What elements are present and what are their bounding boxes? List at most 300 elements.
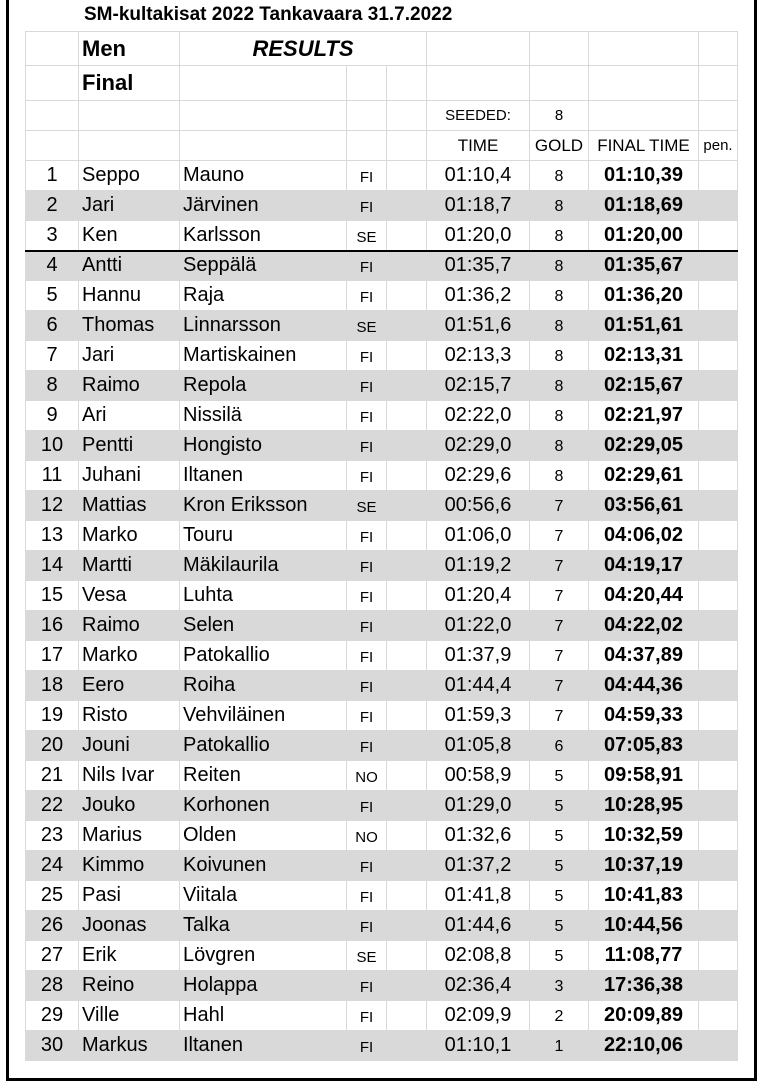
empty-cell (387, 611, 427, 641)
last-name: Touru (180, 521, 347, 551)
table-row (26, 881, 738, 911)
table-row (26, 1001, 738, 1031)
time-value: 02:22,0 (427, 401, 530, 431)
gold-count: 7 (530, 491, 589, 521)
table-row (26, 821, 738, 851)
penalty-cell (699, 551, 738, 581)
time-value: 01:35,7 (427, 251, 530, 281)
nationality: FI (347, 401, 387, 431)
first-name: Erik (79, 941, 180, 971)
results-table (25, 31, 738, 1061)
rank-number: 26 (26, 911, 79, 941)
last-name: Luhta (180, 581, 347, 611)
penalty-cell (699, 791, 738, 821)
final-time: 07:05,83 (589, 731, 699, 761)
nationality: SE (347, 941, 387, 971)
table-row (26, 191, 738, 221)
rank-number: 19 (26, 701, 79, 731)
penalty-cell (699, 851, 738, 881)
table-row (26, 341, 738, 371)
rank-number: 30 (26, 1031, 79, 1061)
final-time: 04:19,17 (589, 551, 699, 581)
table-row (26, 221, 738, 251)
rank-number: 20 (26, 731, 79, 761)
nationality: SE (347, 221, 387, 251)
nationality: FI (347, 701, 387, 731)
last-name: Talka (180, 911, 347, 941)
last-name: Martiskainen (180, 341, 347, 371)
empty-cell (387, 791, 427, 821)
table-row (26, 941, 738, 971)
empty-cell (387, 491, 427, 521)
final-time: 04:20,44 (589, 581, 699, 611)
rank-number: 5 (26, 281, 79, 311)
penalty-cell (699, 221, 738, 251)
time-value: 02:13,3 (427, 341, 530, 371)
first-name: Martti (79, 551, 180, 581)
penalty-cell (699, 701, 738, 731)
final-time: 02:21,97 (589, 401, 699, 431)
final-time: 20:09,89 (589, 1001, 699, 1031)
nationality: FI (347, 671, 387, 701)
table-row (26, 461, 738, 491)
last-name: Patokallio (180, 641, 347, 671)
empty-cell (387, 761, 427, 791)
final-time: 11:08,77 (589, 941, 699, 971)
nationality: FI (347, 281, 387, 311)
first-name: Jouni (79, 731, 180, 761)
empty-cell (387, 281, 427, 311)
last-name: Kron Eriksson (180, 491, 347, 521)
first-name: Ari (79, 401, 180, 431)
time-value: 01:51,6 (427, 311, 530, 341)
penalty-cell (699, 161, 738, 191)
penalty-cell (699, 671, 738, 701)
nationality: FI (347, 461, 387, 491)
last-name: Reiten (180, 761, 347, 791)
time-value: 01:06,0 (427, 521, 530, 551)
final-time: 03:56,61 (589, 491, 699, 521)
empty-cell (387, 1031, 427, 1061)
col-header-final-time: FINAL TIME (589, 131, 699, 161)
gold-count: 8 (530, 191, 589, 221)
table-row (26, 671, 738, 701)
table-row (26, 731, 738, 761)
nationality: FI (347, 851, 387, 881)
final-time: 04:37,89 (589, 641, 699, 671)
table-row (26, 401, 738, 431)
penalty-cell (699, 911, 738, 941)
table-row (26, 491, 738, 521)
table-row (26, 641, 738, 671)
gold-count: 5 (530, 881, 589, 911)
nationality: FI (347, 581, 387, 611)
last-name: Seppälä (180, 251, 347, 281)
first-name: Reino (79, 971, 180, 1001)
time-value: 01:20,4 (427, 581, 530, 611)
empty-cell (387, 881, 427, 911)
table-row (26, 851, 738, 881)
empty-cell (387, 971, 427, 1001)
gold-count: 8 (530, 431, 589, 461)
nationality: FI (347, 641, 387, 671)
nationality: NO (347, 761, 387, 791)
rank-number: 6 (26, 311, 79, 341)
rank-number: 12 (26, 491, 79, 521)
column-header-row (26, 131, 738, 161)
rank-number: 1 (26, 161, 79, 191)
table-row (26, 551, 738, 581)
time-value: 00:56,6 (427, 491, 530, 521)
page-title: SM-kultakisat 2022 Tankavaara 31.7.2022 (84, 4, 453, 25)
time-value: 01:32,6 (427, 821, 530, 851)
table-row (26, 161, 738, 191)
empty-cell (387, 341, 427, 371)
gold-count: 8 (530, 341, 589, 371)
first-name: Raimo (79, 611, 180, 641)
last-name: Viitala (180, 881, 347, 911)
empty-cell (387, 251, 427, 281)
nationality: FI (347, 971, 387, 1001)
last-name: Vehviläinen (180, 701, 347, 731)
nationality: SE (347, 311, 387, 341)
gold-count: 8 (530, 401, 589, 431)
first-name: Risto (79, 701, 180, 731)
empty-cell (387, 851, 427, 881)
gold-count: 5 (530, 911, 589, 941)
penalty-cell (699, 191, 738, 221)
time-value: 01:59,3 (427, 701, 530, 731)
penalty-cell (699, 1031, 738, 1061)
empty-cell (387, 821, 427, 851)
gold-count: 7 (530, 641, 589, 671)
nationality: FI (347, 1001, 387, 1031)
rank-number: 18 (26, 671, 79, 701)
nationality: FI (347, 191, 387, 221)
header-row-seeded (26, 101, 738, 131)
nationality: FI (347, 521, 387, 551)
gold-count: 8 (530, 461, 589, 491)
final-time: 01:18,69 (589, 191, 699, 221)
first-name: Jari (79, 191, 180, 221)
penalty-cell (699, 1001, 738, 1031)
rank-number: 16 (26, 611, 79, 641)
first-name: Jari (79, 341, 180, 371)
nationality: FI (347, 791, 387, 821)
first-name: Juhani (79, 461, 180, 491)
rank-number: 10 (26, 431, 79, 461)
last-name: Koivunen (180, 851, 347, 881)
last-name: Olden (180, 821, 347, 851)
gold-count: 7 (530, 521, 589, 551)
final-time: 04:22,02 (589, 611, 699, 641)
gold-count: 5 (530, 761, 589, 791)
gold-count: 5 (530, 821, 589, 851)
col-header-gold: GOLD (530, 131, 589, 161)
final-time: 02:29,61 (589, 461, 699, 491)
time-value: 01:18,7 (427, 191, 530, 221)
nationality: FI (347, 341, 387, 371)
penalty-cell (699, 401, 738, 431)
rank-number: 22 (26, 791, 79, 821)
time-value: 01:41,8 (427, 881, 530, 911)
first-name: Ken (79, 221, 180, 251)
last-name: Lövgren (180, 941, 347, 971)
penalty-cell (699, 881, 738, 911)
last-name: Mauno (180, 161, 347, 191)
round-label: Final (79, 66, 180, 101)
empty-cell (387, 311, 427, 341)
time-value: 01:10,1 (427, 1031, 530, 1061)
first-name: Vesa (79, 581, 180, 611)
final-time: 02:29,05 (589, 431, 699, 461)
penalty-cell (699, 641, 738, 671)
gold-count: 8 (530, 311, 589, 341)
empty-cell (387, 641, 427, 671)
first-name: Kimmo (79, 851, 180, 881)
rank-number: 11 (26, 461, 79, 491)
final-time: 22:10,06 (589, 1031, 699, 1061)
final-time: 10:28,95 (589, 791, 699, 821)
penalty-cell (699, 521, 738, 551)
time-value: 01:05,8 (427, 731, 530, 761)
nationality: FI (347, 611, 387, 641)
table-row (26, 251, 738, 281)
penalty-cell (699, 821, 738, 851)
col-header-time: TIME (427, 131, 530, 161)
first-name: Jouko (79, 791, 180, 821)
final-time: 02:13,31 (589, 341, 699, 371)
gold-count: 7 (530, 701, 589, 731)
nationality: FI (347, 251, 387, 281)
last-name: Hongisto (180, 431, 347, 461)
rank-number: 28 (26, 971, 79, 1001)
rank-number: 13 (26, 521, 79, 551)
table-row (26, 911, 738, 941)
last-name: Mäkilaurila (180, 551, 347, 581)
final-time: 04:06,02 (589, 521, 699, 551)
nationality: FI (347, 881, 387, 911)
gold-count: 3 (530, 971, 589, 1001)
last-name: Korhonen (180, 791, 347, 821)
penalty-cell (699, 581, 738, 611)
empty-cell (387, 731, 427, 761)
empty-cell (387, 521, 427, 551)
empty-cell (387, 161, 427, 191)
penalty-cell (699, 611, 738, 641)
last-name: Roiha (180, 671, 347, 701)
empty-cell (387, 461, 427, 491)
time-value: 01:37,9 (427, 641, 530, 671)
first-name: Thomas (79, 311, 180, 341)
gold-count: 8 (530, 371, 589, 401)
seeded-value: 8 (530, 101, 589, 131)
gold-count: 5 (530, 851, 589, 881)
time-value: 02:15,7 (427, 371, 530, 401)
time-value: 01:22,0 (427, 611, 530, 641)
seeded-label: SEEDED: (427, 101, 530, 131)
time-value: 02:36,4 (427, 971, 530, 1001)
table-row (26, 431, 738, 461)
gold-count: 8 (530, 221, 589, 251)
table-row (26, 1031, 738, 1061)
category-label: Men (79, 32, 180, 66)
final-time: 04:44,36 (589, 671, 699, 701)
table-row (26, 611, 738, 641)
first-name: Marius (79, 821, 180, 851)
time-value: 01:44,4 (427, 671, 530, 701)
first-name: Markus (79, 1031, 180, 1061)
final-time: 17:36,38 (589, 971, 699, 1001)
table-row (26, 581, 738, 611)
rank-number: 21 (26, 761, 79, 791)
nationality: FI (347, 1031, 387, 1061)
first-name: Joonas (79, 911, 180, 941)
time-value: 01:10,4 (427, 161, 530, 191)
first-name: Nils Ivar (79, 761, 180, 791)
table-row (26, 281, 738, 311)
last-name: Repola (180, 371, 347, 401)
table-row (26, 701, 738, 731)
time-value: 01:36,2 (427, 281, 530, 311)
col-header-pen: pen. (699, 131, 738, 161)
table-row (26, 521, 738, 551)
time-value: 01:19,2 (427, 551, 530, 581)
first-name: Mattias (79, 491, 180, 521)
penalty-cell (699, 341, 738, 371)
empty-cell (387, 581, 427, 611)
empty-cell (387, 941, 427, 971)
final-time: 01:36,20 (589, 281, 699, 311)
penalty-cell (699, 281, 738, 311)
table-row (26, 371, 738, 401)
time-value: 02:09,9 (427, 1001, 530, 1031)
last-name: Raja (180, 281, 347, 311)
penalty-cell (699, 311, 738, 341)
rank-number: 27 (26, 941, 79, 971)
time-value: 02:08,8 (427, 941, 530, 971)
time-value: 02:29,0 (427, 431, 530, 461)
gold-count: 6 (530, 731, 589, 761)
empty-cell (387, 221, 427, 251)
gold-count: 1 (530, 1031, 589, 1061)
time-value: 01:29,0 (427, 791, 530, 821)
table-row (26, 791, 738, 821)
final-time: 01:35,67 (589, 251, 699, 281)
final-time: 01:10,39 (589, 161, 699, 191)
first-name: Raimo (79, 371, 180, 401)
final-time: 10:37,19 (589, 851, 699, 881)
header-row-category (26, 32, 738, 66)
empty-cell (387, 911, 427, 941)
table-row (26, 311, 738, 341)
penalty-cell (699, 941, 738, 971)
penalty-cell (699, 491, 738, 521)
rank-number: 15 (26, 581, 79, 611)
nationality: FI (347, 551, 387, 581)
gold-count: 8 (530, 281, 589, 311)
first-name: Marko (79, 521, 180, 551)
rank-number: 25 (26, 881, 79, 911)
first-name: Pasi (79, 881, 180, 911)
time-value: 00:58,9 (427, 761, 530, 791)
nationality: FI (347, 161, 387, 191)
results-label: RESULTS (180, 32, 427, 66)
gold-count: 7 (530, 671, 589, 701)
penalty-cell (699, 761, 738, 791)
first-name: Pentti (79, 431, 180, 461)
final-time: 04:59,33 (589, 701, 699, 731)
final-time: 10:32,59 (589, 821, 699, 851)
rank-number: 4 (26, 251, 79, 281)
empty-cell (387, 401, 427, 431)
final-time: 09:58,91 (589, 761, 699, 791)
nationality: FI (347, 731, 387, 761)
gold-count: 2 (530, 1001, 589, 1031)
empty-cell (387, 1001, 427, 1031)
rank-number: 8 (26, 371, 79, 401)
first-name: Hannu (79, 281, 180, 311)
nationality: FI (347, 371, 387, 401)
gold-count: 7 (530, 551, 589, 581)
last-name: Holappa (180, 971, 347, 1001)
empty-cell (387, 371, 427, 401)
penalty-cell (699, 971, 738, 1001)
gold-count: 5 (530, 941, 589, 971)
first-name: Seppo (79, 161, 180, 191)
final-time: 01:20,00 (589, 221, 699, 251)
final-time: 10:41,83 (589, 881, 699, 911)
last-name: Iltanen (180, 461, 347, 491)
empty-cell (387, 551, 427, 581)
empty-cell (387, 191, 427, 221)
rank-number: 24 (26, 851, 79, 881)
time-value: 01:37,2 (427, 851, 530, 881)
table-row (26, 761, 738, 791)
table-row (26, 971, 738, 1001)
nationality: FI (347, 431, 387, 461)
time-value: 01:44,6 (427, 911, 530, 941)
gold-count: 7 (530, 581, 589, 611)
gold-count: 7 (530, 611, 589, 641)
first-name: Ville (79, 1001, 180, 1031)
nationality: SE (347, 491, 387, 521)
gold-count: 8 (530, 251, 589, 281)
final-time: 01:51,61 (589, 311, 699, 341)
rank-number: 2 (26, 191, 79, 221)
final-time: 10:44,56 (589, 911, 699, 941)
first-name: Eero (79, 671, 180, 701)
penalty-cell (699, 461, 738, 491)
rank-number: 14 (26, 551, 79, 581)
nationality: NO (347, 821, 387, 851)
rank-number: 9 (26, 401, 79, 431)
rank-number: 23 (26, 821, 79, 851)
penalty-cell (699, 431, 738, 461)
rank-number: 3 (26, 221, 79, 251)
rank-number: 29 (26, 1001, 79, 1031)
first-name: Antti (79, 251, 180, 281)
nationality: FI (347, 911, 387, 941)
last-name: Hahl (180, 1001, 347, 1031)
rank-number: 17 (26, 641, 79, 671)
penalty-cell (699, 371, 738, 401)
empty-cell (387, 671, 427, 701)
empty-cell (387, 431, 427, 461)
last-name: Iltanen (180, 1031, 347, 1061)
rank-number: 7 (26, 341, 79, 371)
header-row-round (26, 66, 738, 101)
